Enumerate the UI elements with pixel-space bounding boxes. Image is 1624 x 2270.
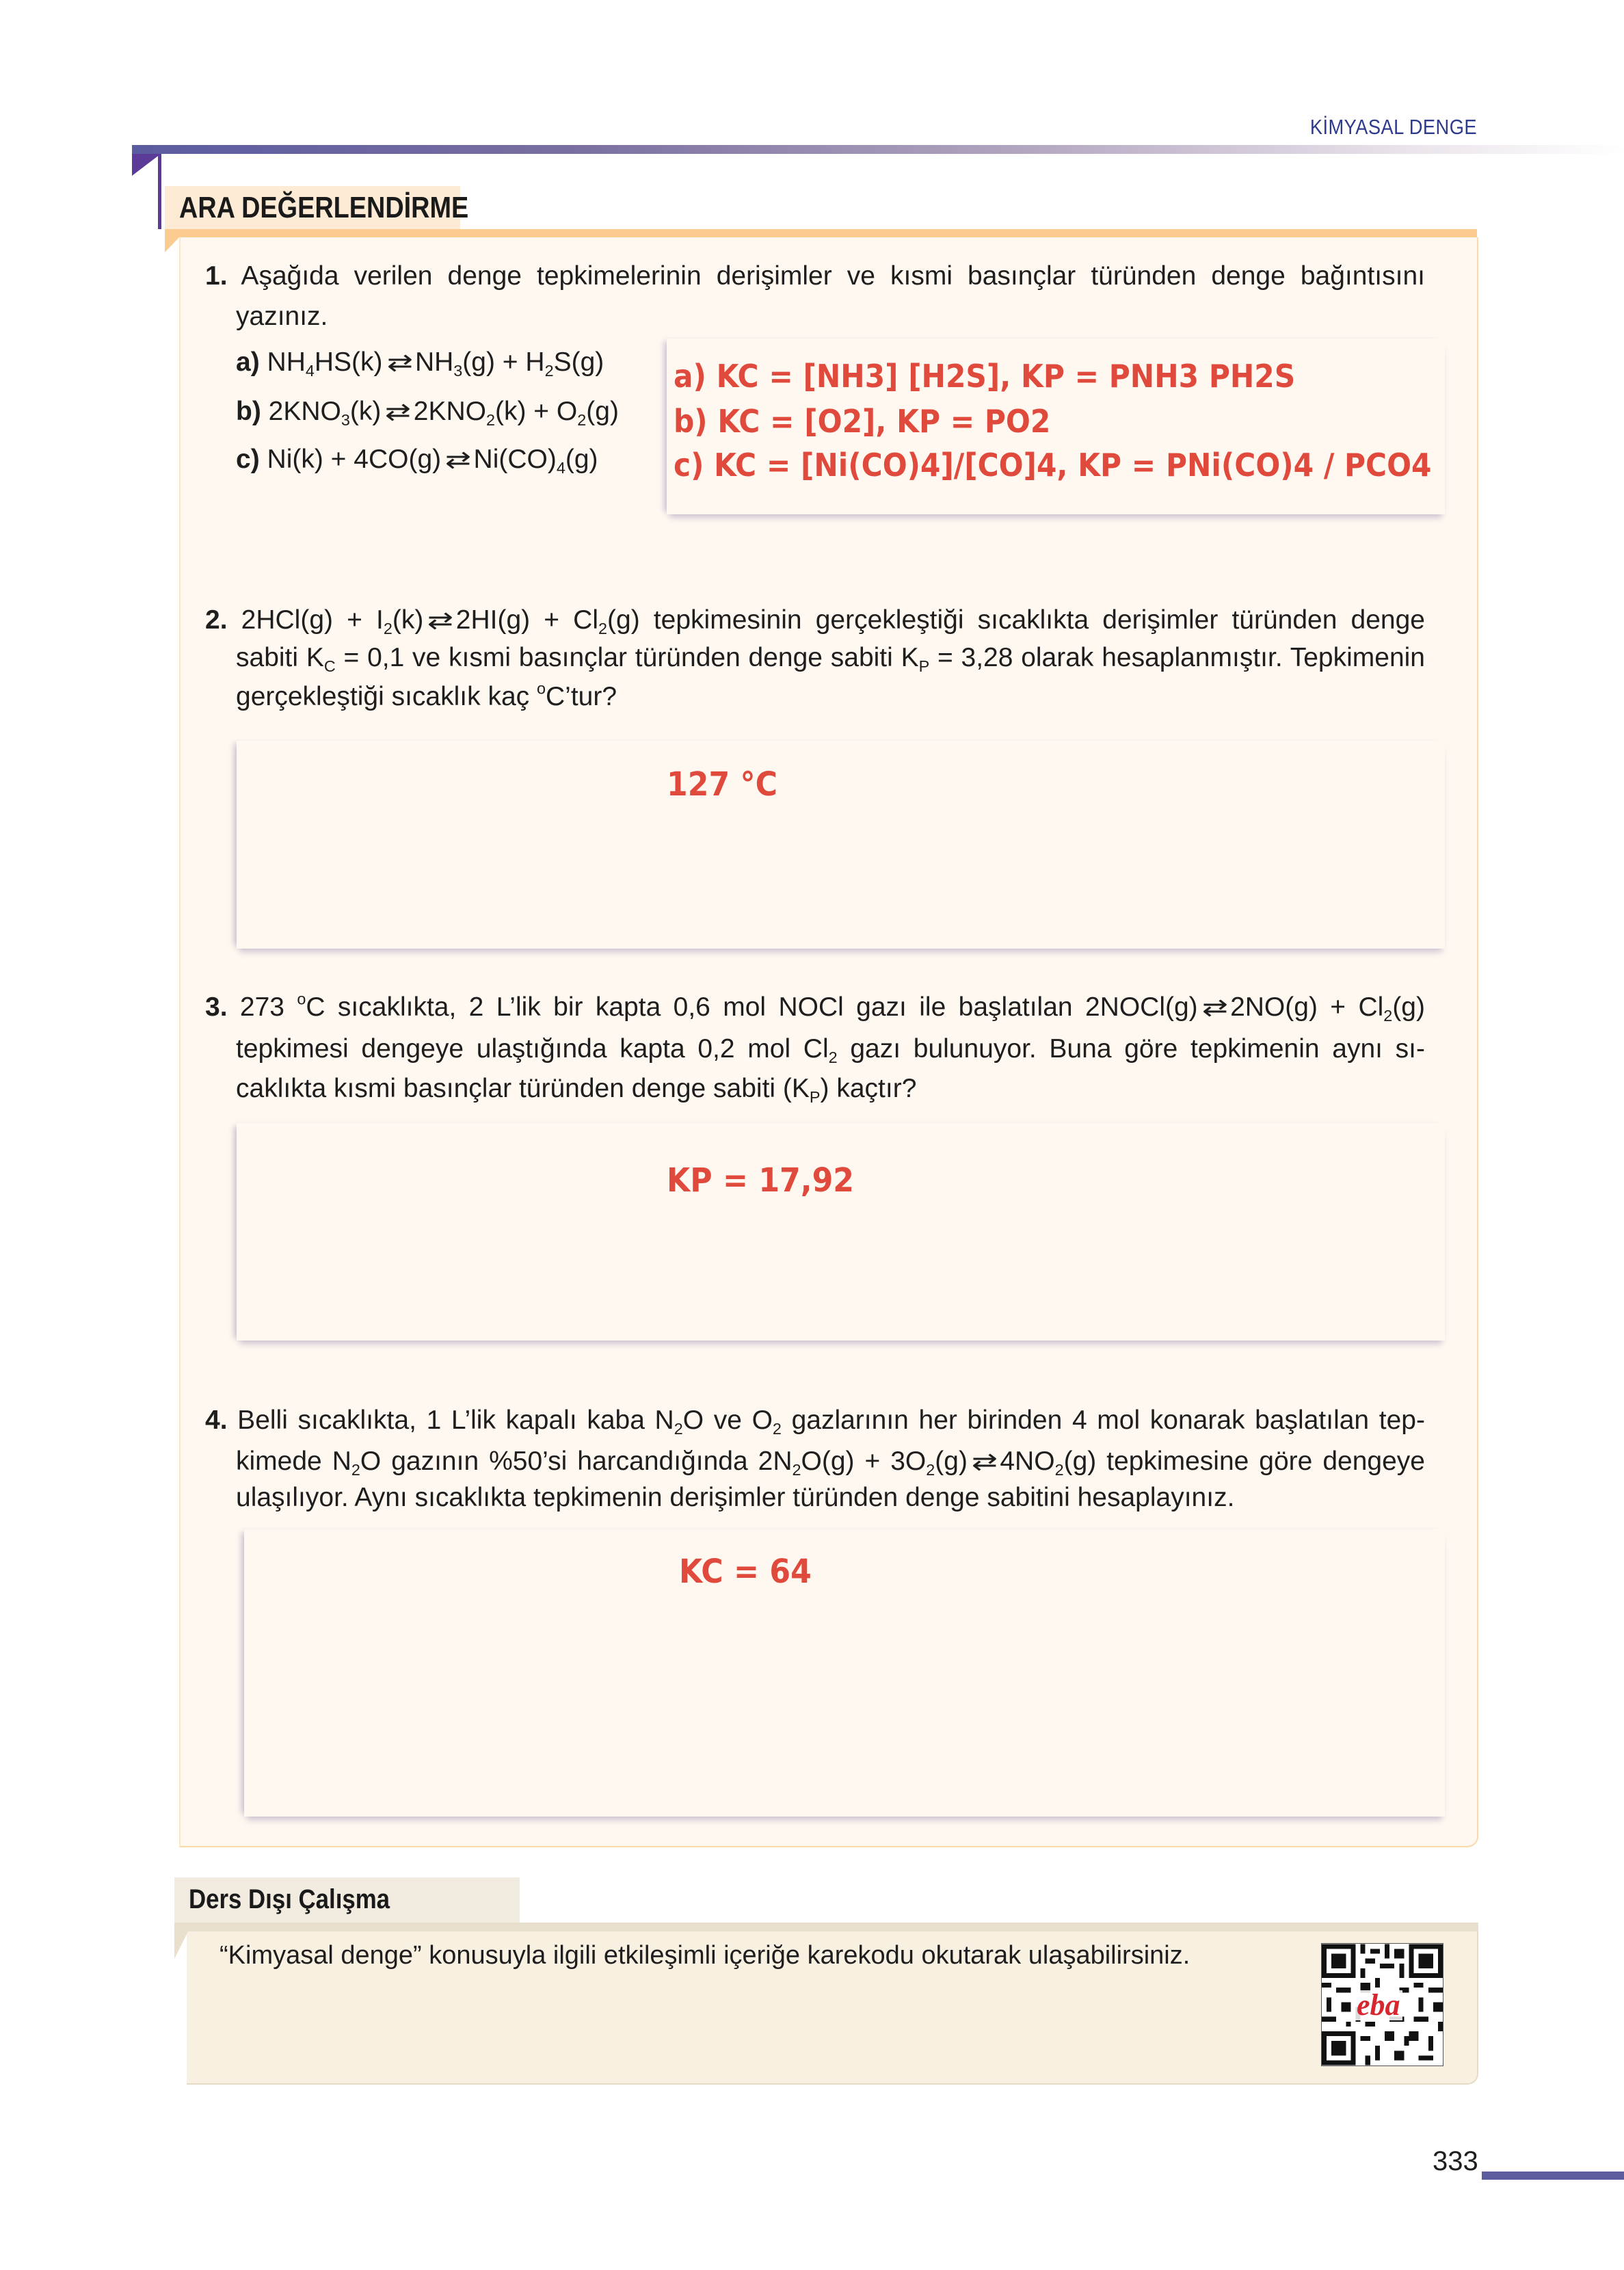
question-2-line-1: 2. $2HCl(g) + I_2(k)$ ⇄ $2HI(g) + Cl_2(g)$ tepkimesinin gerçekleştiği sıcaklıkta derişimler türünden denge: [205, 605, 1425, 638]
eba-logo: eba: [1355, 1990, 1402, 2020]
answer-2: 127 °C: [667, 765, 778, 804]
answer-box-1[interactable]: [667, 339, 1445, 514]
question-3-line-3: caklıkta kısmi basınçlar türünden denge sabiti $(K_P)$ kaçtır?: [236, 1074, 917, 1107]
extra-study-bar: [174, 1923, 1478, 1931]
question-2-line-3: gerçekleştiği sıcaklık kaç $^o$C’tur?: [236, 679, 617, 711]
answer-box-2[interactable]: [237, 741, 1445, 949]
running-title: KİMYASAL DENGE: [1309, 115, 1477, 139]
answer-1b: b) KC = [O2], KP = PO2: [674, 403, 1051, 440]
item-label: a): [236, 347, 260, 377]
equilibrium-arrow-icon: ⇄: [1201, 994, 1227, 1021]
section-orange-bar: [165, 229, 1477, 237]
answer-1a: a) KC = [NH3] [H2S], KP = PNH3 PH2S: [674, 358, 1296, 395]
question-4-line-3: ulaşılıyor. Aynı sıcaklıkta tepkimenin derişimler türünden denge sabitini hesaplayınız.: [236, 1483, 1235, 1512]
question-1-item-a: a) $NH_4HS(k)$ ⇄ $NH_3(g) + H_2S(g)$: [236, 347, 604, 380]
section-fold-decoration: [165, 237, 179, 252]
extra-study-fold-decoration: [174, 1931, 188, 1959]
question-4-line-1: 4. Belli sıcaklıkta, 1 L’lik kapalı kaba $N_2O$ ve $O_2$ gazlarının her birinden 4 mol konarak başlatılan tep-: [205, 1405, 1425, 1438]
question-1-line-2: yazınız.: [236, 302, 328, 331]
section-title: ARA DEĞERLENDİRME: [179, 191, 469, 224]
page-number: 333: [1433, 2146, 1478, 2176]
question-3-line-2: tepkimesi dengeye ulaştığında kapta 0,2 mol $Cl_2$ gazı bulunuyor. Buna göre tepkimenin aynı sı-: [236, 1034, 1425, 1067]
extra-study-text: “Kimyasal denge” konusuyla ilgili etkileşimli içeriğe karekodu okutarak ulaşabilirsiniz.: [219, 1941, 1190, 1970]
equilibrium-arrow-icon: ⇄: [971, 1449, 996, 1475]
question-number: 4.: [205, 1405, 228, 1435]
answer-box-3[interactable]: [237, 1123, 1445, 1341]
header-corner-decoration: [132, 154, 161, 176]
equilibrium-arrow-icon: ⇄: [445, 447, 470, 473]
question-number: 3.: [205, 992, 228, 1022]
answer-3: KP = 17,92: [667, 1161, 855, 1200]
equilibrium-arrow-icon: ⇄: [386, 349, 412, 376]
answer-box-4[interactable]: [244, 1529, 1445, 1817]
qr-code-icon[interactable]: [1321, 1943, 1443, 2066]
question-1-item-c: c) Ni(k) + 4CO(g) ⇄ $Ni(CO)_4(g)$: [236, 445, 598, 477]
equilibrium-arrow-icon: ⇄: [427, 607, 452, 634]
extra-study-title: Ders Dışı Çalışma: [189, 1884, 390, 1914]
answer-4: KC = 64: [679, 1553, 812, 1591]
question-number: 2.: [205, 605, 228, 635]
question-4-line-2: kimede $N_2O$ gazının %50’si harcandığında $2N_2O(g) + 3O_2(g)$ ⇄ $4NO_2(g)$ tepkimesine göre dengeye: [236, 1447, 1425, 1479]
question-2-line-2: sabiti $K_C = 0,1$ ve kısmi basınçlar türünden denge sabiti $K_P = 3,28$ olarak hesaplanmıştır. Tepkimenin: [236, 643, 1425, 676]
page-number-bar: [1482, 2172, 1624, 2180]
item-label: b): [236, 397, 261, 426]
header-left-rule: [158, 154, 161, 229]
question-number: 1.: [205, 261, 228, 291]
header-gradient-bar: [132, 145, 1624, 154]
question-3-line-1: 3. 273 $^o$C sıcaklıkta, 2 L’lik bir kapta 0,6 mol NOCl gazı ile başlatılan 2NOCl(g) ⇄ $2NO(g) + Cl_2(g)$: [205, 990, 1425, 1025]
equilibrium-arrow-icon: ⇄: [385, 399, 410, 425]
question-1-line-1: 1. Aşağıda verilen denge tepkimelerinin derişimler ve kısmi basınçlar türünden denge bağıntısını: [205, 261, 1425, 291]
question-1-item-b: b) $2KNO_3(k)$ ⇄ $2KNO_2(k) + O_2(g)$: [236, 397, 619, 430]
answer-1c: c) KC = [Ni(CO)4]/[CO]4, KP = PNi(CO)4 / PCO4: [674, 447, 1432, 484]
item-label: c): [236, 445, 260, 474]
